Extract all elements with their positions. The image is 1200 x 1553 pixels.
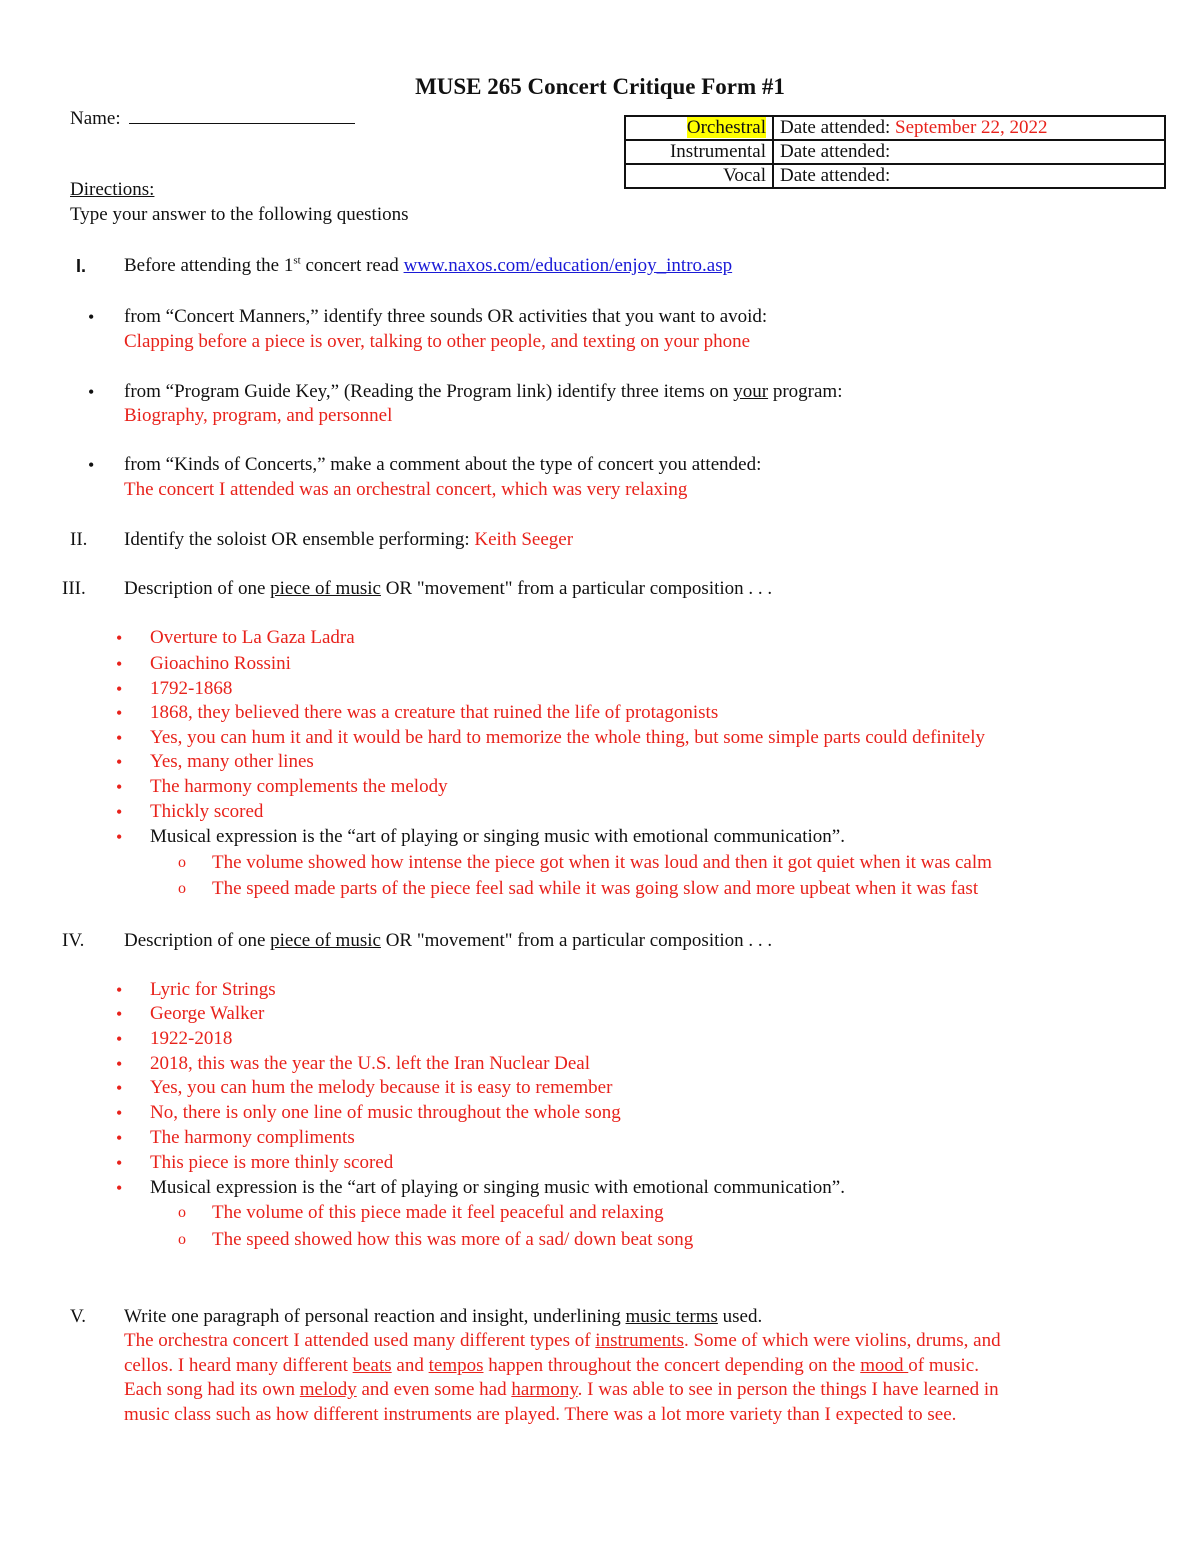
music-term: instruments (595, 1330, 684, 1351)
bullet-icon: • (116, 728, 123, 748)
list-item: Yes, you can hum it and it would be hard to memorize the whole thing, but some simple parts could definitely (150, 727, 985, 748)
name-line (70, 105, 355, 131)
date-cell (773, 140, 1165, 164)
list-item: Yes, many other lines (150, 751, 314, 772)
paragraph-line: music class such as how different instruments are played. There was a lot more variety than I expected to see. (124, 1404, 957, 1425)
list-item: Musical expression is the “art of playing or singing music with emotional communication”. (150, 826, 845, 847)
bullet-icon: • (116, 1078, 123, 1098)
directions-heading (70, 178, 154, 202)
bullet-icon: • (116, 1004, 123, 1024)
list-item: The harmony complements the melody (150, 776, 448, 797)
concert-type-cell (625, 164, 773, 188)
paragraph-text: of music. (908, 1355, 979, 1376)
hollow-bullet-icon: o (178, 880, 186, 897)
bullet-icon: • (88, 382, 95, 402)
paragraph-text: . Some of which were violins, drums, and (683, 1330, 1001, 1351)
bullet-icon: • (116, 1103, 123, 1123)
concert-type: Orchestral (686, 117, 766, 138)
section-1-text: Before attending the 1 (124, 255, 294, 276)
date-cell (773, 164, 1165, 188)
section-5-number: V. (70, 1306, 87, 1327)
section-2-number: II. (70, 529, 88, 550)
list-item: Thickly scored (150, 801, 264, 822)
bullet-icon: • (116, 802, 123, 822)
directions-heading-text: Directions: (70, 179, 155, 200)
bullet-answer: Clapping before a piece is over, talking to other people, and texting on your phone (124, 331, 751, 352)
bullet-icon: • (116, 752, 123, 772)
date-label: Date attended: (780, 165, 891, 186)
name-blank[interactable] (129, 105, 355, 124)
list-item: Yes, you can hum the melody because it is easy to remember (150, 1077, 613, 1098)
bullet-icon: • (116, 628, 123, 648)
concert-type-cell (625, 140, 773, 164)
question-underlined: piece of music (270, 578, 381, 599)
music-term: tempos (428, 1355, 484, 1376)
section-2-text: Identify the soloist OR ensemble performing: (124, 529, 475, 550)
question-text: Write one paragraph of personal reaction and insight, underlining (124, 1306, 626, 1327)
directions-text: Type your answer to the following questions (70, 204, 409, 225)
music-term: beats (352, 1355, 392, 1376)
paragraph-text: . I was able to see in person the things I have learned in (577, 1379, 999, 1400)
section-4-question (124, 929, 772, 953)
section-5-question (124, 1305, 762, 1329)
attendance-row (625, 116, 1165, 140)
paragraph-text: happen throughout the concert depending on the (483, 1355, 861, 1376)
bullet-icon: • (116, 1153, 123, 1173)
paragraph-line (124, 1354, 979, 1378)
bullet-answer: Biography, program, and personnel (124, 405, 393, 426)
section-1-number: I. (76, 256, 87, 276)
bullet-icon: • (116, 703, 123, 723)
bullet-icon: • (116, 980, 123, 1000)
hollow-bullet-icon: o (178, 1204, 186, 1221)
bullet-icon: • (116, 1054, 123, 1074)
attendance-table (624, 115, 1166, 189)
question-text: program: (768, 381, 843, 402)
section-3-question (124, 577, 772, 601)
sub-list-item: The speed made parts of the piece feel sad while it was going slow and more upbeat when it was fast (212, 878, 979, 899)
question-underlined: piece of music (270, 930, 381, 951)
date-label: Date attended: (780, 141, 891, 162)
question-text: used. (717, 1306, 763, 1327)
paragraph-text: and even some had (356, 1379, 512, 1400)
list-item: Gioachino Rossini (150, 653, 291, 674)
bullet-answer: The concert I attended was an orchestral concert, which was very relaxing (124, 479, 688, 500)
question-underlined: your (733, 381, 769, 402)
list-item: George Walker (150, 1003, 265, 1024)
list-item: The harmony compliments (150, 1127, 355, 1148)
hollow-bullet-icon: o (178, 1231, 186, 1248)
concert-type: Instrumental (669, 141, 766, 162)
attendance-row (625, 140, 1165, 164)
paragraph-line (124, 1378, 999, 1402)
question-text: OR "movement" from a particular composition . . . (380, 930, 773, 951)
music-term: harmony (511, 1379, 578, 1400)
sub-list-item: The volume showed how intense the piece got when it was loud and then it got quiet when it was calm (212, 852, 992, 873)
hollow-bullet-icon: o (178, 854, 186, 871)
bullet-icon: • (116, 777, 123, 797)
question-text: OR "movement" from a particular composition . . . (380, 578, 773, 599)
bullet-icon: • (116, 827, 123, 847)
bullet-icon: • (116, 679, 123, 699)
page-title: MUSE 265 Concert Critique Form #1 (415, 74, 785, 99)
question-text: from “Program Guide Key,” (Reading the Program link) identify three items on (124, 381, 734, 402)
list-item: No, there is only one line of music throughout the whole song (150, 1102, 621, 1123)
bullet-question: from “Concert Manners,” identify three sounds OR activities that you want to avoid: (124, 306, 768, 327)
sub-list-item: The speed showed how this was more of a sad/ down beat song (212, 1229, 694, 1250)
section-4-number: IV. (62, 930, 85, 951)
bullet-question: from “Kinds of Concerts,” make a comment about the type of concert you attended: (124, 454, 762, 475)
list-item: Musical expression is the “art of playing or singing music with emotional communication”. (150, 1177, 845, 1198)
list-item: 1792-1868 (150, 678, 233, 699)
paragraph-text: and (391, 1355, 429, 1376)
sub-list-item: The volume of this piece made it feel peaceful and relaxing (212, 1202, 664, 1223)
question-text: Description of one (124, 578, 271, 599)
bullet-icon: • (116, 654, 123, 674)
concert-type: Vocal (723, 165, 766, 186)
date-value: September 22, 2022 (895, 117, 1048, 138)
list-item: Lyric for Strings (150, 979, 276, 1000)
naxos-link[interactable]: www.naxos.com/education/enjoy_intro.asp (403, 255, 733, 276)
list-item: 1868, they believed there was a creature that ruined the life of protagonists (150, 702, 719, 723)
section-1-question (124, 254, 732, 278)
paragraph-text: The orchestra concert I attended used many different types of (124, 1330, 596, 1351)
paragraph-text: cellos. I heard many different (124, 1355, 353, 1376)
music-term: melody (299, 1379, 357, 1400)
date-label: Date attended: (780, 117, 891, 138)
bullet-icon: • (88, 455, 95, 475)
name-label: Name: (70, 108, 121, 129)
list-item: Overture to La Gaza Ladra (150, 627, 355, 648)
section-2-question (124, 528, 573, 552)
bullet-icon: • (88, 307, 95, 327)
concert-type-cell (625, 116, 773, 140)
bullet-icon: • (116, 1029, 123, 1049)
paragraph-line (124, 1329, 1001, 1353)
question-underlined: music terms (625, 1306, 718, 1327)
section-1-text: concert read (300, 255, 404, 276)
date-cell (773, 116, 1165, 140)
bullet-icon: • (116, 1178, 123, 1198)
superscript: st (293, 254, 301, 267)
music-term: mood (860, 1355, 909, 1376)
list-item: This piece is more thinly scored (150, 1152, 394, 1173)
section-2-answer: Keith Seeger (474, 529, 574, 550)
paragraph-text: Each song had its own (124, 1379, 300, 1400)
list-item: 2018, this was the year the U.S. left the Iran Nuclear Deal (150, 1053, 591, 1074)
bullet-icon: • (116, 1128, 123, 1148)
question-text: Description of one (124, 930, 271, 951)
section-3-number: III. (62, 578, 86, 599)
bullet-question (124, 380, 842, 404)
list-item: 1922-2018 (150, 1028, 233, 1049)
attendance-row (625, 164, 1165, 188)
